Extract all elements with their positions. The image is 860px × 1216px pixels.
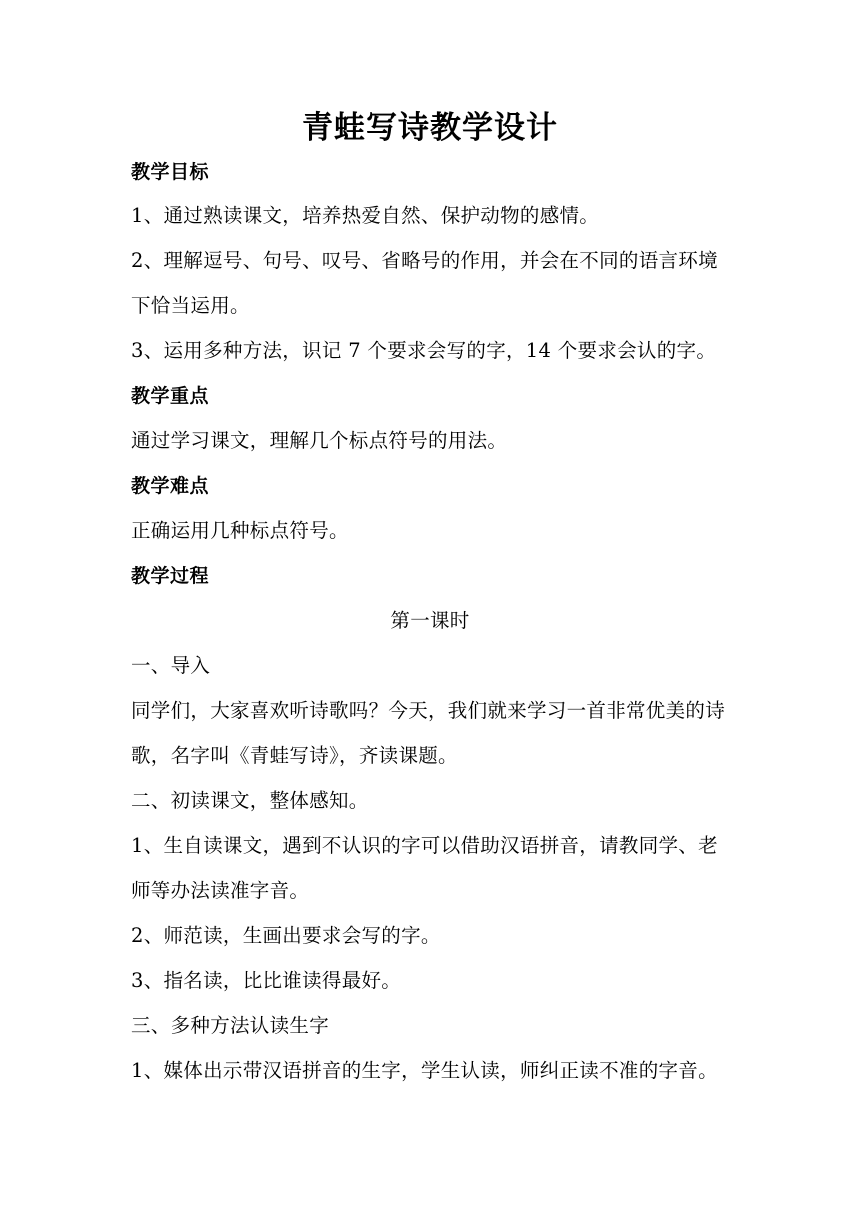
- paragraph-line: 2、师范读，生画出要求会写的字。: [131, 924, 441, 947]
- paragraph-line: 1、生自读课文，遇到不认识的字可以借助汉语拼音，请教同学、老: [131, 834, 718, 857]
- section-heading-objectives: 教学目标: [131, 161, 210, 183]
- section-heading-key-points: 教学重点: [131, 385, 210, 407]
- paragraph-line: 师等办法读准字音。: [131, 879, 310, 902]
- paragraph-line: 歌，名字叫《青蛙写诗》，齐读课题。: [131, 744, 458, 767]
- document-title: 青蛙写诗教学设计: [302, 110, 558, 146]
- paragraph-line: 三、多种方法认读生字: [131, 1014, 330, 1037]
- paragraph-line: 通过学习课文，理解几个标点符号的用法。: [131, 429, 508, 452]
- paragraph-line: 3、指名读，比比谁读得最好。: [131, 969, 402, 992]
- paragraph-line: 1、媒体出示带汉语拼音的生字，学生认读，师纠正读不准的字音。: [131, 1059, 718, 1082]
- paragraph-line: 二、初读课文，整体感知。: [131, 789, 369, 812]
- paragraph-line: 2、理解逗号、句号、叹号、省略号的作用，并会在不同的语言环境: [131, 249, 718, 272]
- paragraph-line: 1、通过熟读课文，培养热爱自然、保护动物的感情。: [131, 204, 600, 227]
- paragraph-line: 下恰当运用。: [131, 294, 250, 317]
- paragraph-line: 正确运用几种标点符号。: [131, 519, 349, 542]
- section-heading-process: 教学过程: [131, 565, 210, 587]
- paragraph-line: 一、导入: [131, 654, 211, 677]
- paragraph-line: 同学们，大家喜欢听诗歌吗？今天，我们就来学习一首非常优美的诗: [131, 699, 726, 722]
- lesson-period-label: 第一课时: [390, 609, 470, 632]
- section-heading-difficulties: 教学难点: [131, 475, 210, 497]
- paragraph-line: 3、运用多种方法，识记 7 个要求会写的字，14 个要求会认的字。: [131, 339, 717, 362]
